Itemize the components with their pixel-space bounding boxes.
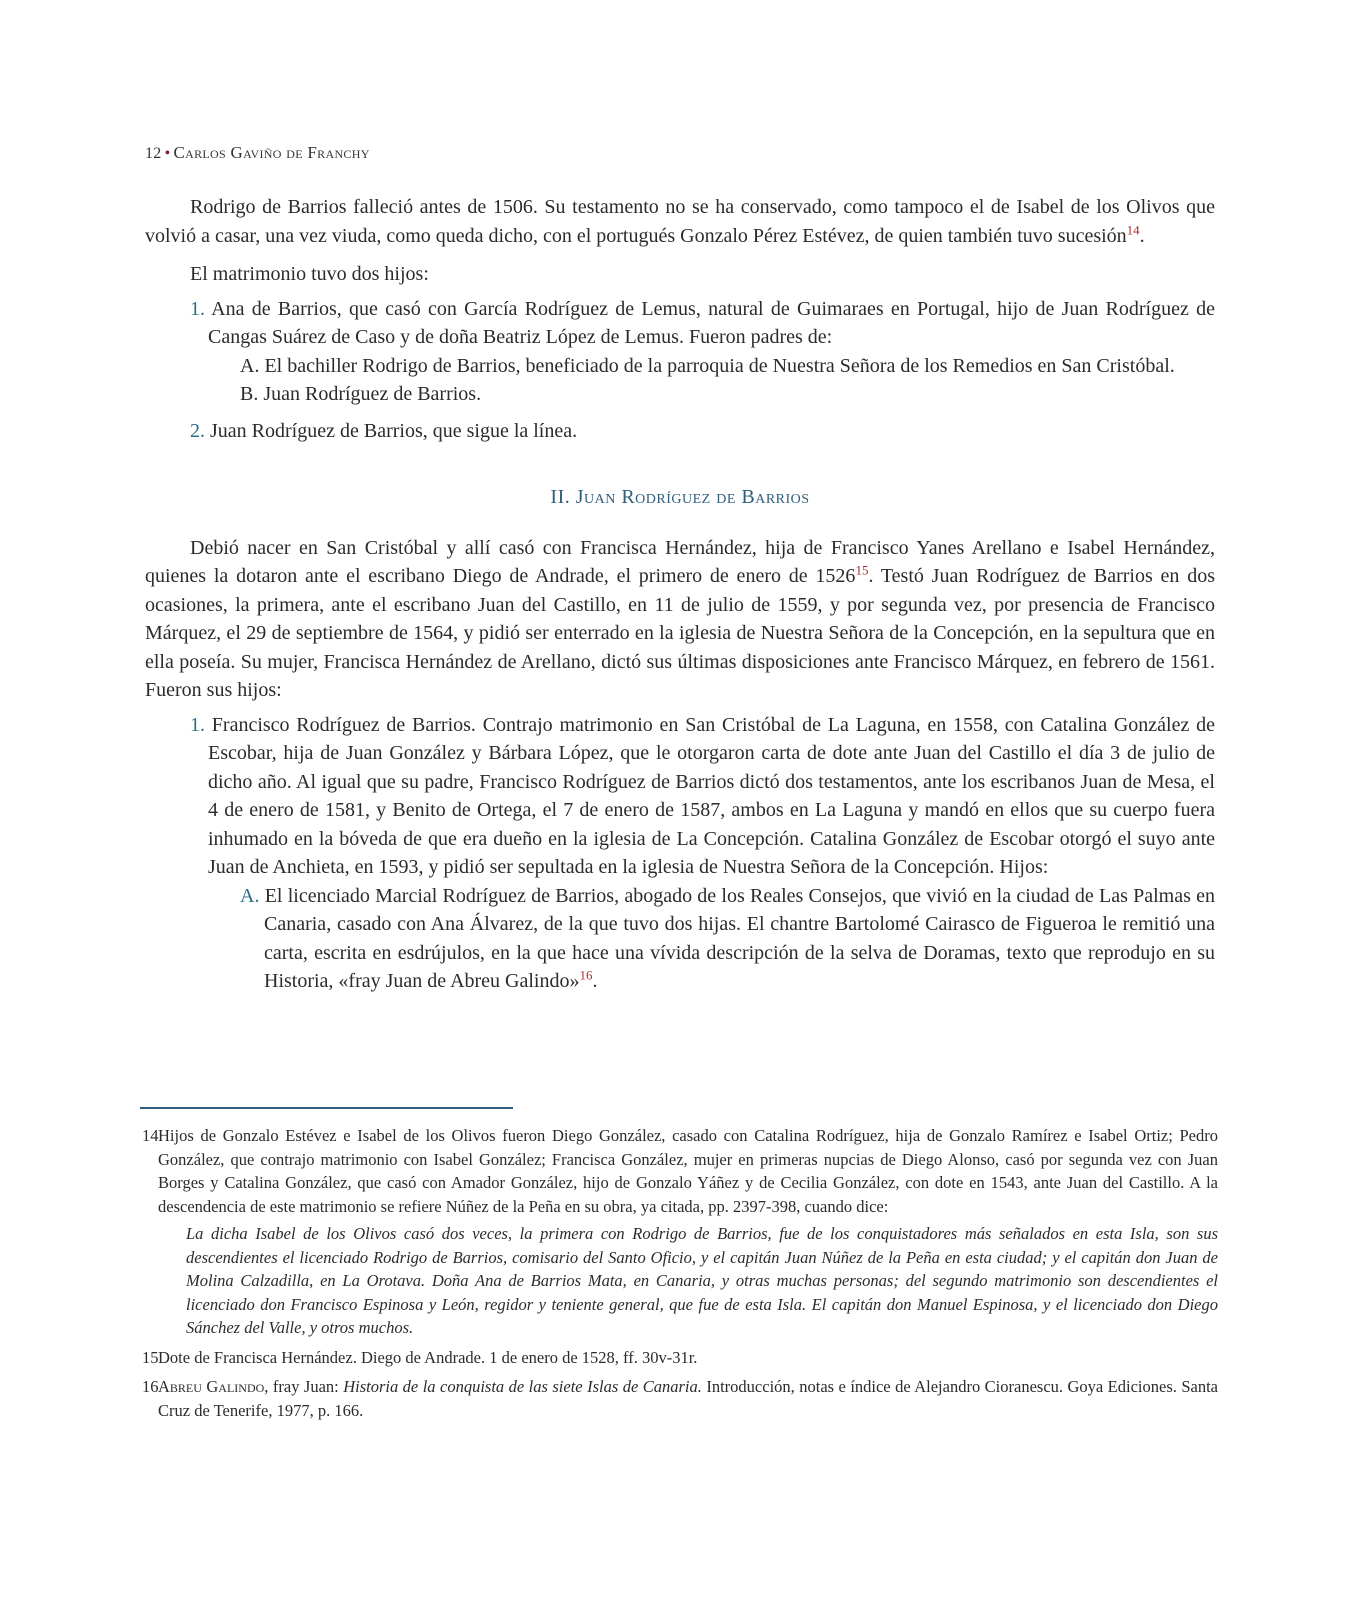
footnote-ref[interactable]: 15 (855, 562, 869, 578)
sub-list (208, 352, 1215, 409)
separator-dot: • (164, 145, 171, 162)
footnote-16: 16 Abreu Galindo, fray Juan: Historia de la conquista de las siete Islas de Canaria. Introducción, notas e índice de Alejandro Cioranescu. Goya Ediciones. Santa Cruz de Tenerife, 1977, p. 166. (142, 1377, 1218, 1420)
footnote-quote: La dicha Isabel de los Olivos casó dos veces, la primera con Rodrigo de Barrios, fue de los conquistadores más señalados en esta Isla, son sus descendientes el licenciado Rodrigo de Barrios, comisario del Santo Oficio, y el capitán Juan Núñez de la Peña en esta ciudad; y el capitán don Juan de Molina Calzadilla, en La Orotava. Doña Ana de Barrios Mata, en Canaria, y otras muchas personas; del segundo matrimonio son descendientes el licenciado don Francisco Espinosa y León, regidor y teniente general, que fue de esta Isla. El capitán don Manuel Espinosa, y el licenciado don Diego Sánchez del Valle, y otros muchos. (186, 1224, 1218, 1337)
footnote-ref[interactable]: 16 (579, 967, 593, 983)
footnote-divider (140, 1107, 513, 1109)
section-heading: II. Juan Rodríguez de Barrios (550, 486, 810, 508)
footnote-15: 15 Dote de Francisca Hernández. Diego de Andrade. 1 de enero de 1528, ff. 30v-31r. (142, 1346, 1218, 1370)
children-list (145, 711, 1215, 996)
list-number: 2. (190, 419, 205, 442)
footnote-number: 15 (142, 1347, 159, 1367)
list-item: 1. Ana de Barrios, que casó con García Rodríguez de Lemus, natural de Guimaraes en Portugal, hijo de Juan Rodríguez de Cangas Suárez de Caso y de doña Beatriz López de Lemus. Fueron padres de: A. El bachiller Rodrigo de Barrios, beneficiado de la parroquia de Nuestra Señora de los Remedios en San Cristóbal. B. Juan Rodríguez de Barrios. (145, 295, 1215, 409)
footnote-number: 16 (142, 1377, 159, 1396)
list-item: 1. Francisco Rodríguez de Barrios. Contrajo matrimonio en San Cristóbal de La Laguna, en 1558, con Catalina González de Escobar, hija de Juan González y Bárbara López, que le otorgaron carta de dote ante Juan del Castillo el día 3 de julio de dicho año. Al igual que su padre, Francisco Rodríguez de Barrios dictó dos testamentos, ante los escribanos Juan de Mesa, el 4 de enero de 1581, y Benito de Ortega, el 7 de enero de 1587, ambos en La Laguna y mandó en ellos que su cuerpo fuera inhumado en la bóveda de que era dueño en la iglesia de La Concepción. Catalina González de Escobar otorgó el suyo ante Juan de Anchieta, en 1593, y pidió ser sepultada en la iglesia de Nuestra Señora de la Concepción. Hijos: A. El licenciado Marcial Rodríguez de Barrios, abogado de los Reales Consejos, que vivió en la ciudad de Las Palmas en Canaria, casado con Ana Álvarez, de la que tuvo dos hijas. El chantre Bartolomé Cairasco de Figueroa le remitió una carta, escrita en esdrújulos, en la que hace una vívida descripción de la selva de Doramas, texto que reprodujo en su Historia, «fray Juan de Abreu Galindo»$^{16}$. (145, 711, 1215, 996)
sub-list (208, 882, 1215, 996)
footnotes (142, 1124, 1218, 1428)
children-list (145, 295, 1215, 446)
paragraph: El matrimonio tuvo dos hijos: (190, 263, 429, 285)
list-item: 2. Juan Rodríguez de Barrios, que sigue la línea. (190, 419, 578, 442)
sub-list-item: A. El licenciado Marcial Rodríguez de Barrios, abogado de los Reales Consejos, que vivió en la ciudad de Las Palmas en Canaria, casado con Ana Álvarez, de la que tuvo dos hijas. El chantre Bartolomé Cairasco de Figueroa le remitió una carta, escrita en esdrújulos, en la que hace una vívida descripción de la selva de Doramas, texto que reprodujo en su Historia, «fray Juan de Abreu Galindo»$^{16}$. (240, 884, 1216, 992)
sub-list-item: B. Juan Rodríguez de Barrios. (240, 383, 482, 405)
sub-list-item: A. El bachiller Rodrigo de Barrios, beneficiado de la parroquia de Nuestra Señora de los Remedios en San Cristóbal. (240, 354, 1175, 377)
sub-list-letter: B. (240, 383, 259, 405)
body-text (145, 193, 1215, 996)
paragraph: Debió nacer en San Cristóbal y allí casó con Francisca Hernández, hija de Francisco Yanes Arellano e Isabel Hernández, quienes la dotaron ante el escribano Diego de Andrade, el primero de enero de 1526$^{15}$. Testó Juan Rodríguez de Barrios en dos ocasiones, la primera, ante el escribano Juan del Castillo, en 11 de julio de 1559, y por segunda vez, por presencia de Francisco Márquez, el 29 de septiembre de 1564, y pidió ser enterrado en la iglesia de Nuestra Señora de la Concepción, en la sepultura que en ella poseía. Su mujer, Francisca Hernández de Arellano, dictó sus últimas disposiciones ante Francisco Márquez, en febrero de 1561. Fueron sus hijos: (145, 536, 1216, 701)
running-head (145, 143, 370, 163)
list-number: 1. (190, 713, 205, 736)
paragraph: Rodrigo de Barrios falleció antes de 1506. Su testamento no se ha conservado, como tampoco el de Isabel de los Olivos que volvió a casar, una vez viuda, como queda dicho, con el portugués Gonzalo Pérez Estévez, de quien también tuvo sucesión$^{14}$. (145, 196, 1215, 247)
footnote-ref[interactable]: 14 (1126, 221, 1140, 237)
running-head-author: Carlos Gaviño de Franchy (173, 143, 370, 162)
sub-list-letter: A. (240, 354, 260, 377)
footnote-number: 14 (142, 1126, 159, 1145)
footnote-book-title: Historia de la conquista de las siete Islas de Canaria. (343, 1377, 702, 1396)
list-number: 1. (190, 297, 205, 320)
sub-list-letter: A. (240, 884, 260, 907)
footnote-author: Abreu Galindo (158, 1377, 265, 1396)
page-number: 12 (145, 145, 162, 162)
footnote-14: 14 Hijos de Gonzalo Estévez e Isabel de los Olivos fueron Diego González, casado con Catalina Rodríguez, hija de Gonzalo Ramírez e Isabel Ortiz; Pedro González, que contrajo matrimonio con Isabel González; Francisca González, mujer en primeras nupcias de Diego Alonso, casó por segunda vez con Juan Borges y Catalina González, que casó con Amador González, hijo de Gonzalo Yáñez y de Cecilia González, con dote en 1543, ante Juan del Castillo. A la descendencia de este matrimonio se refiere Núñez de la Peña en su obra, ya citada, pp. 2397-398, cuando dice: La dicha Isabel de los Olivos casó dos veces, la primera con Rodrigo de Barrios, fue de los conquistadores más señalados en esta Isla, son sus descendientes el licenciado Rodrigo de Barrios, comisario del Santo Oficio, y el capitán Juan Núñez de la Peña en esta ciudad; y el capitán don Juan de Molina Calzadilla, en La Orotava. Doña Ana de Barrios Mata, en Canaria, y otras muchas personas; del segundo matrimonio son descendientes el licenciado don Francisco Espinosa y León, regidor y teniente general, que fue de esta Isla. El capitán don Manuel Espinosa, y el licenciado don Diego Sánchez del Valle, y otros muchos. (142, 1124, 1218, 1340)
